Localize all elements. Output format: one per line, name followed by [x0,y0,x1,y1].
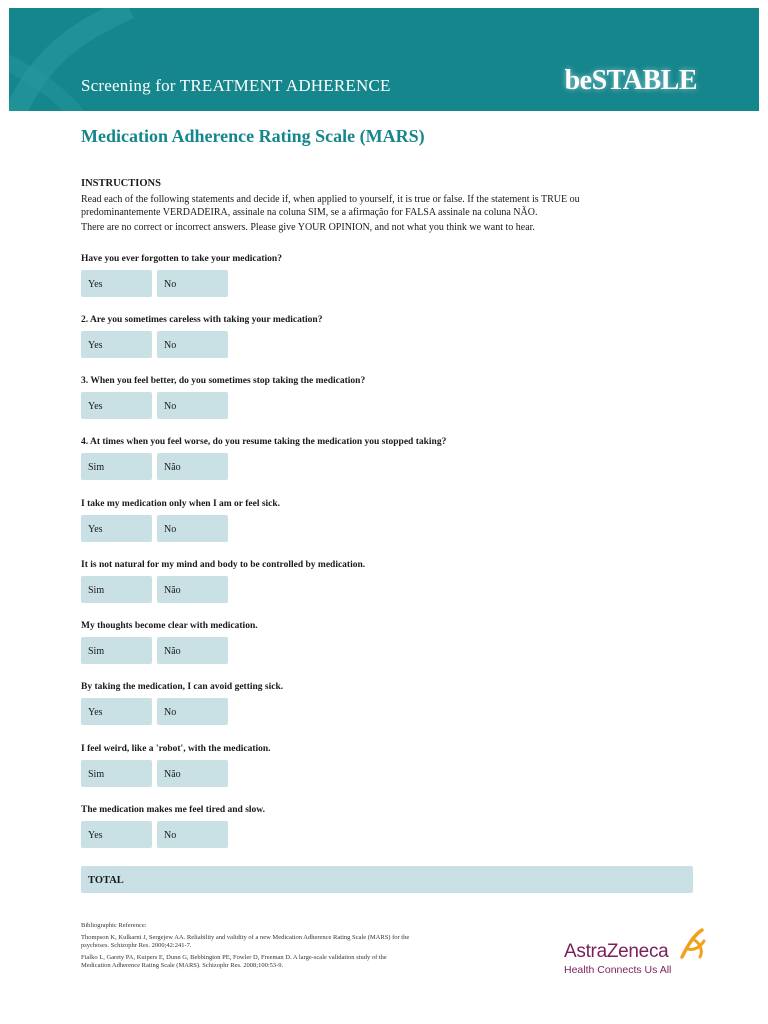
brand-logo: beSTABLE [564,65,697,96]
question-2-yes-option[interactable]: Yes [81,331,152,358]
question-9-answers [81,760,231,787]
question-1-yes-option[interactable]: Yes [81,270,152,297]
question-7-yes-option[interactable]: Sim [81,637,152,664]
astrazeneca-logo [564,927,714,977]
question-2-no-option[interactable]: No [157,331,228,358]
question-4-answers [81,453,231,480]
question-5: I take my medication only when I am or feel sick. [81,499,281,509]
question-3: 3. When you feel better, do you sometimes stop taking the medication? [81,376,366,386]
question-3-no-option[interactable]: No [157,392,228,419]
question-10-answers [81,821,231,848]
question-10-no-option[interactable]: No [157,821,228,848]
question-7-answers [81,637,231,664]
header-title: Screening for TREATMENT ADHERENCE [81,76,391,95]
question-5-answers [81,515,231,542]
question-7: My thoughts become clear with medication. [81,621,258,631]
question-9-yes-option[interactable]: Sim [81,760,152,787]
question-2: 2. Are you sometimes careless with taking your medication? [81,315,323,325]
question-6-yes-option[interactable]: Sim [81,576,152,603]
question-8-answers [81,698,231,725]
bibliographic-reference [81,922,411,974]
question-1: Have you ever forgotten to take your medication? [81,254,282,264]
question-7-no-option[interactable]: Não [157,637,228,664]
instructions-note: There are no correct or incorrect answers. Please give YOUR OPINION, and not what you think we want to hear. [81,222,535,233]
question-10-yes-option[interactable]: Yes [81,821,152,848]
bibliography-reference-2: Fialko L, Garety PA, Kuipers E, Dunn G, Bebbington PE, Fowler D, Freeman D. A large-scale validation study of the Medication Adherence Rating Scale (MARS). Schizophr Res. 2008;100:53-9. [81,953,387,969]
question-3-answers [81,392,231,419]
question-6-no-option[interactable]: Não [157,576,228,603]
question-10: The medication makes me feel tired and slow. [81,805,266,815]
question-1-answers [81,270,231,297]
header-banner [9,8,759,111]
question-9-no-option[interactable]: Não [157,760,228,787]
question-4-no-option[interactable]: Não [157,453,228,480]
instructions-block [81,177,641,234]
question-6: It is not natural for my mind and body to be controlled by medication. [81,560,366,570]
question-2-answers [81,331,231,358]
question-8-no-option[interactable]: No [157,698,228,725]
question-4: 4. At times when you feel worse, do you resume taking the medication you stopped taking? [81,437,447,447]
bibliography-heading: Bibliographic Reference: [81,922,147,929]
question-9: I feel weird, like a 'robot', with the medication. [81,744,271,754]
question-4-yes-option[interactable]: Sim [81,453,152,480]
total-field[interactable]: TOTAL [81,866,693,893]
question-3-yes-option[interactable]: Yes [81,392,152,419]
question-5-no-option[interactable]: No [157,515,228,542]
question-6-answers [81,576,231,603]
bibliography-reference-1: Thompson K, Kulkarni J, Sergejew AA. Reliability and validity of a new Medication Adherence Rating Scale (MARS) for the psychoses. Schizophr Res. 2000;42:241-7. [81,933,410,949]
astrazeneca-tagline: Health Connects Us All [564,964,672,976]
document-title: Medication Adherence Rating Scale (MARS) [81,126,425,146]
question-8: By taking the medication, I can avoid getting sick. [81,682,284,692]
question-8-yes-option[interactable]: Yes [81,698,152,725]
question-1-no-option[interactable]: No [157,270,228,297]
question-5-yes-option[interactable]: Yes [81,515,152,542]
astrazeneca-symbol-icon [678,927,708,961]
instructions-heading: INSTRUCTIONS [81,178,161,189]
instructions-text: Read each of the following statements and decide if, when applied to yourself, it is true or false. If the statement is TRUE ou predominantemente VERDADEIRA, assinale na coluna SIM, se a afirmação for FALSA assinale na coluna NÃO. [81,194,580,218]
astrazeneca-wordmark: AstraZeneca [564,941,669,962]
